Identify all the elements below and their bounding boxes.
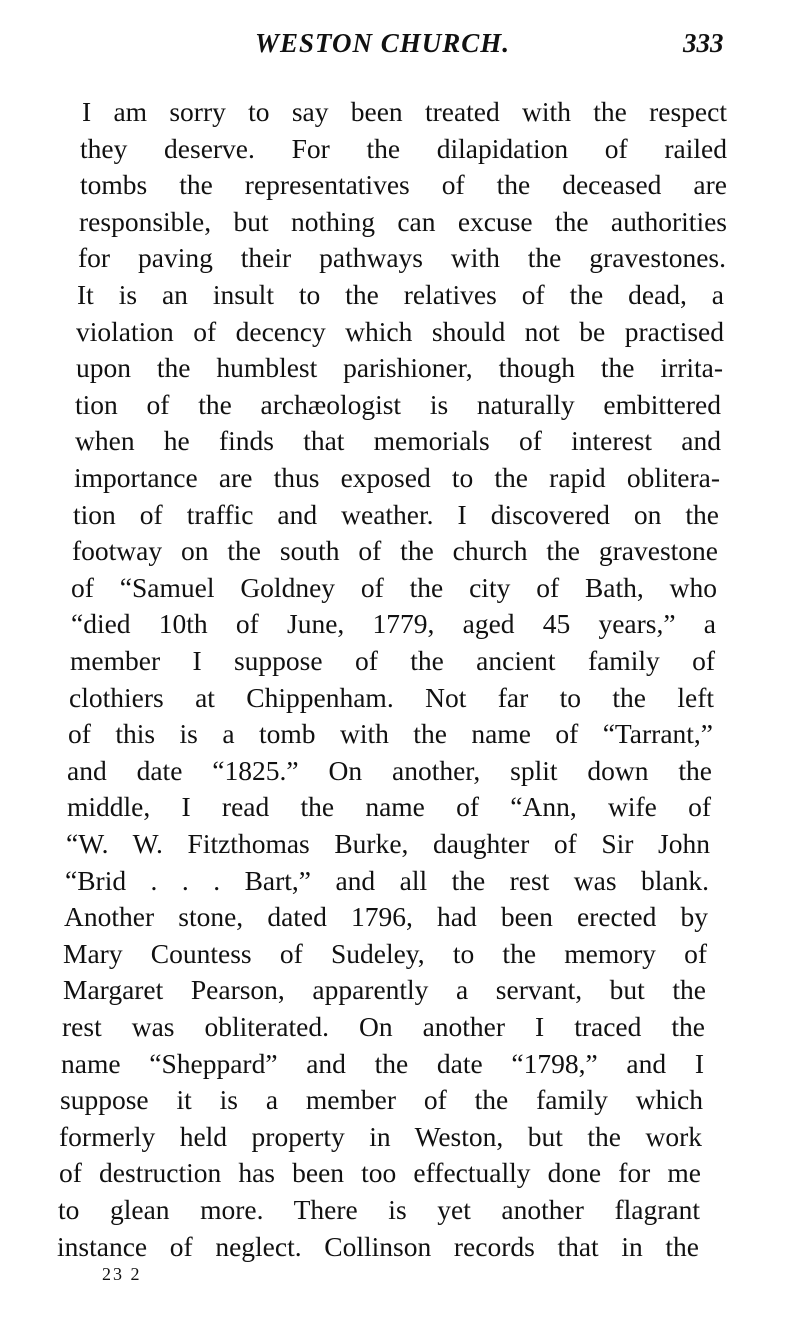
text-line: when he finds that memorials of interest and (75, 425, 721, 457)
text-line: clothiers at Chippenham. Not far to the left (69, 681, 714, 713)
text-line: of this is a tomb with the name of “Tarrant,” (68, 718, 713, 750)
text-line: “Brid . . . Bart,” and all the rest was blank. (65, 864, 709, 896)
text-line: violation of decency which should not be practised (76, 315, 724, 347)
text-line: middle, I read the name of “Ann, wife of (67, 791, 711, 823)
text-line: tombs the representatives of the deceased are (80, 169, 727, 201)
text-line: tion of the archæologist is naturally embittered (75, 388, 721, 420)
text-line: It is an insult to the relatives of the dead, a (77, 279, 724, 310)
running-title: WESTON CHURCH. (255, 28, 511, 58)
text-line: Another stone, dated 1796, had been erected by (64, 901, 708, 933)
text-line: name “Sheppard” and the date “1798,” and I (61, 1047, 704, 1079)
text-line: instance of neglect. Collinson records that in the (57, 1230, 699, 1262)
page-number: 333 (683, 28, 724, 58)
text-line: suppose it is a member of the family which (60, 1084, 703, 1116)
text-line: importance are thus exposed to the rapid oblitera- (74, 462, 720, 493)
text-line: rest was obliterated. On another I traced the (62, 1011, 705, 1042)
signature-mark: 23 2 (102, 1264, 142, 1284)
text-line: to glean more. There is yet another flagrant (58, 1194, 700, 1225)
text-line: for paving their pathways with the gravestones. (78, 242, 726, 274)
text-line: I am sorry to say been treated with the respect (82, 96, 727, 127)
text-line: “W. W. Fitzthomas Burke, daughter of Sir John (66, 828, 710, 859)
text-line: Mary Countess of Sudeley, to the memory of (63, 937, 707, 969)
text-line: and date “1825.” On another, split down the (67, 754, 712, 786)
text-line: Margaret Pearson, apparently a servant, but the (63, 974, 706, 1006)
text-line: of destruction has been too effectually done for me (59, 1157, 701, 1189)
text-line: of “Samuel Goldney of the city of Bath, who (71, 571, 717, 603)
text-line: formerly held property in Weston, but the work (59, 1120, 702, 1152)
text-line: tion of traffic and weather. I discovered on the (73, 498, 719, 530)
text-line: responsible, but nothing can excuse the authorities (79, 205, 727, 237)
text-line: they deserve. For the dilapidation of railed (80, 132, 727, 164)
text-line: member I suppose of the ancient family of (70, 645, 715, 676)
text-line: upon the humblest parishioner, though the irrita- (76, 352, 723, 384)
text-line: “died 10th of June, 1779, aged 45 years,” a (71, 608, 716, 640)
running-header (0, 28, 800, 68)
text-line: footway on the south of the church the gravestone (72, 535, 718, 567)
